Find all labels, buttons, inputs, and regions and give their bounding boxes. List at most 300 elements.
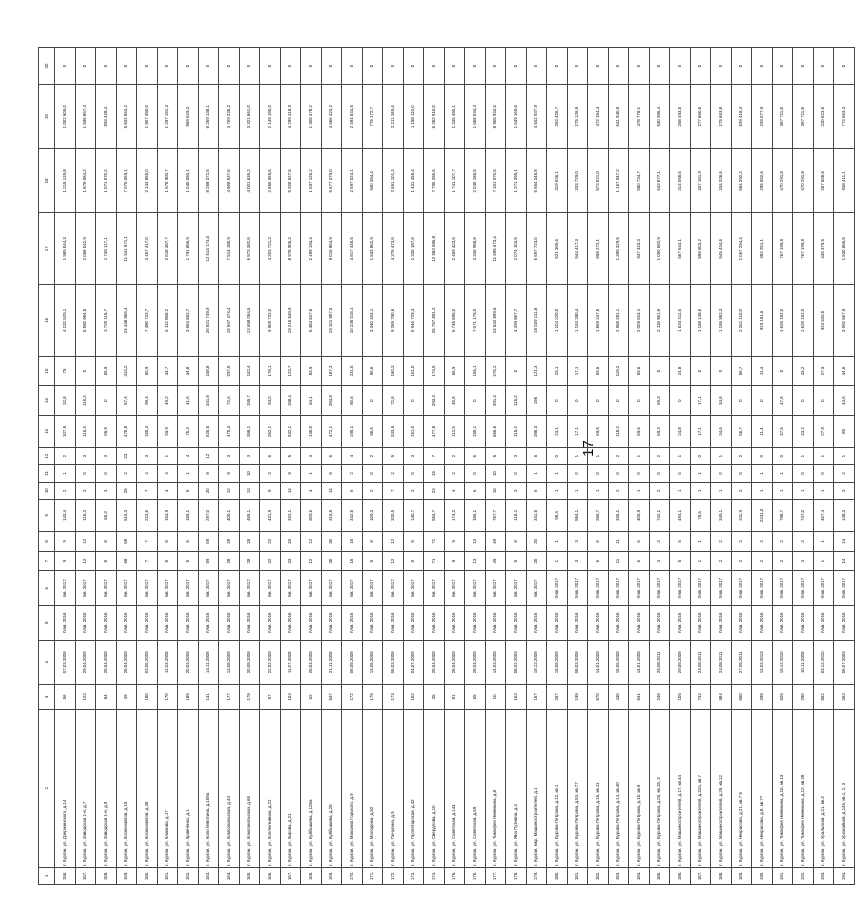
table-cell: 118,2 <box>608 415 629 447</box>
table-cell: 539 418,4 <box>731 85 752 149</box>
table-cell: IVкв. 2016 <box>465 606 486 641</box>
table-cell: 0 <box>75 356 96 386</box>
table-cell: 72,6 <box>219 386 240 416</box>
table-cell: 470,8 <box>116 415 137 447</box>
table-cell: г. Курган, ул. Заводская 1-я, д.9 <box>96 709 117 867</box>
table-cell: 6 <box>526 482 547 499</box>
table-cell: 1 155 952,3 <box>711 285 732 357</box>
table-cell: 641 940,8 <box>608 85 629 149</box>
table-cell: 5 <box>383 448 404 465</box>
table-cell: 5 677 379,0 <box>321 149 342 213</box>
table-cell: 115,2 <box>506 415 527 447</box>
table-cell: 3 336 955,8 <box>465 213 486 285</box>
table-cell: 0 <box>506 356 527 386</box>
table-cell: 2 074 103,6 <box>506 213 527 285</box>
table-cell: 20.03.2008 <box>178 640 199 684</box>
table-cell: 4 376 473,6 <box>383 213 404 285</box>
table-cell: 78,5 <box>690 499 711 531</box>
table-row <box>383 48 404 885</box>
table-cell: 6 352 910,0 <box>424 85 445 149</box>
table-cell: 516,3 <box>116 499 137 531</box>
table-cell: 195 <box>567 685 588 710</box>
table-cell: 8 <box>362 551 383 571</box>
table-cell: 7 480 733,7 <box>137 285 158 357</box>
table-cell: 284,8 <box>321 386 342 416</box>
table-cell: 8 268 372,5 <box>198 149 219 213</box>
table-cell: 1 215 139,8 <box>55 149 76 213</box>
table-row <box>752 48 773 885</box>
table-cell: 175. <box>444 867 465 884</box>
table-cell: 9 015 864,9 <box>321 213 342 285</box>
table-cell: 276,2 <box>485 356 506 386</box>
table-cell: 1 <box>547 482 568 499</box>
table-cell: 1 <box>588 482 609 499</box>
table-cell: 297,8 <box>219 356 240 386</box>
table-cell: 156. <box>55 867 76 884</box>
table-row <box>342 48 363 885</box>
table-cell: IVкв. 2016 <box>649 606 670 641</box>
table-cell: 17,1 <box>567 356 588 386</box>
table-cell: 545 434,6 <box>711 213 732 285</box>
table-cell: 60,9 <box>137 356 158 386</box>
table-cell: 140,7 <box>403 499 424 531</box>
table-cell: 121,3 <box>526 356 547 386</box>
table-cell: 9 289 750,6 <box>383 285 404 357</box>
table-cell: 19.12.2010 <box>772 640 793 684</box>
table-cell: 4 <box>301 482 322 499</box>
table-cell: IVкв. 2016 <box>383 606 404 641</box>
table-cell: IVкв. 2016 <box>137 606 158 641</box>
table-cell: 0 <box>362 465 383 482</box>
table-cell: 28 <box>219 531 240 551</box>
table-cell: 13.08.2008 <box>219 640 240 684</box>
table-cell: 547 <box>321 685 342 710</box>
table-cell: 267 608,8 <box>813 149 834 213</box>
table-cell: 0 <box>506 48 527 85</box>
table-row <box>178 48 199 885</box>
table-cell: Iкв. 2017 <box>178 571 199 606</box>
table-cell: 0 <box>444 48 465 85</box>
table-cell: 176. <box>465 867 486 884</box>
table-cell: Iкв. 2017 <box>260 571 281 606</box>
table-cell: г. Курган, ул. Пичугина, д.9 <box>383 709 404 867</box>
table-cell: 49,2 <box>157 386 178 416</box>
table-cell: 25.04.2008 <box>465 640 486 684</box>
table-cell: 1 <box>690 551 711 571</box>
table-cell: Iкв. 2017 <box>301 571 322 606</box>
table-cell: IVкв. 2017 <box>793 571 814 606</box>
table-cell: 11 <box>608 551 629 571</box>
table-cell: IVкв. 2016 <box>178 606 199 641</box>
table-cell: IVкв. 2017 <box>731 571 752 606</box>
table-cell: 6 946 729,4 <box>403 285 424 357</box>
table-cell: г. Курган, ул. Некрасова, д.21, кв.7 8 <box>731 709 752 867</box>
table-cell: 24 448 806,4 <box>116 285 137 357</box>
table-row <box>649 48 670 885</box>
table-cell: Iкв. 2017 <box>321 571 342 606</box>
table-cell: 1 625 152,0 <box>793 285 814 357</box>
table-cell: 15 <box>485 482 506 499</box>
table-cell: 8 <box>506 531 527 551</box>
table-cell: 275 126,8 <box>567 85 588 149</box>
table-row <box>834 48 855 885</box>
table-cell: 470,4 <box>219 415 240 447</box>
table-cell: 0 <box>813 465 834 482</box>
table-cell: г. Курган, ул. Свердлова, д.10 <box>424 709 445 867</box>
table-cell: 3 992 667,9 <box>834 285 855 357</box>
table-cell: 69,5 <box>588 356 609 386</box>
table-row <box>608 48 629 885</box>
table-cell: 83,9 <box>301 356 322 386</box>
table-cell: IVкв. 2016 <box>793 606 814 641</box>
table-cell: 573 021,0 <box>588 149 609 213</box>
table-cell: 246 <box>649 685 670 710</box>
table-cell: 45,5 <box>444 386 465 416</box>
table-cell: 116,3 <box>75 415 96 447</box>
table-cell: г. Курган, ул. Машиностроителей, д.17, кв.44 <box>670 709 691 867</box>
table-cell: 99,4 <box>137 386 158 416</box>
table-cell: 8 <box>403 531 424 551</box>
table-cell: IVкв. 2016 <box>444 606 465 641</box>
table-cell: 3 <box>567 531 588 551</box>
table-cell: 17,1 <box>690 415 711 447</box>
table-cell: 220 623,8 <box>813 85 834 149</box>
table-row <box>260 48 281 885</box>
header-row <box>39 48 55 885</box>
table-cell: 1 <box>629 448 650 465</box>
table-cell: 2 149 150,0 <box>260 85 281 149</box>
table-cell: 0 <box>157 48 178 85</box>
table-cell: г. Курган, ул. Бурова-Петрова, д.14, кв.40 <box>608 709 629 867</box>
table-cell: 180. <box>547 867 568 884</box>
table-cell: 742,1 <box>649 499 670 531</box>
table-cell: 1 530 866,5 <box>834 213 855 285</box>
table-cell: 349,1 <box>711 499 732 531</box>
table-cell: 405,9 <box>629 499 650 531</box>
table-cell: 30 <box>321 531 342 551</box>
table-cell: 3 <box>96 448 117 465</box>
table-cell: 16 <box>342 531 363 551</box>
table-cell: 342,6 <box>342 499 363 531</box>
table-cell: 1 <box>178 465 199 482</box>
table-cell: 115,2 <box>506 386 527 416</box>
table-cell: 3 <box>301 448 322 465</box>
table-cell: 8 <box>403 551 424 571</box>
table-cell: IVкв. 2016 <box>321 606 342 641</box>
table-cell: IVкв. 2017 <box>752 571 773 606</box>
table-cell: г. Курган, ул. Бурова-Петрова, д.26, кв.18, 3 <box>649 709 670 867</box>
table-cell: 3 <box>260 465 281 482</box>
table-cell: 56,7 <box>731 356 752 386</box>
table-cell: 1 297 151,3 <box>157 85 178 149</box>
table-cell: 11 <box>608 531 629 551</box>
table-cell: 155,1 <box>465 415 486 447</box>
table-cell: 4 001 636,2 <box>239 149 260 213</box>
table-cell: 159. <box>116 867 137 884</box>
table-cell: 2 <box>608 448 629 465</box>
table-cell: 1 <box>772 482 793 499</box>
table-cell: 0 <box>485 48 506 85</box>
table-cell: 470 291,8 <box>793 149 814 213</box>
table-cell: 3 <box>96 482 117 499</box>
table-cell: 65 <box>465 685 486 710</box>
table-cell: 2 <box>772 531 793 551</box>
table-cell: 15.06.2008 <box>608 640 629 684</box>
table-cell: 116,3 <box>75 499 96 531</box>
table-cell: 20 <box>198 482 219 499</box>
table-row <box>137 48 158 885</box>
column-header: 18 <box>39 149 55 213</box>
table-cell: 0 <box>670 48 691 85</box>
table-cell: 3 720 115,7 <box>96 285 117 357</box>
table-cell: 8 <box>362 531 383 551</box>
table-cell: 8 <box>96 531 117 551</box>
table-cell: 893 428,4 <box>96 85 117 149</box>
table-cell: Iкв. 2017 <box>96 571 117 606</box>
table-cell: 136,0 <box>301 415 322 447</box>
table-cell: 157. <box>75 867 96 884</box>
table-body <box>55 48 855 885</box>
table-cell: 69,5 <box>588 415 609 447</box>
table-cell: 9 <box>444 551 465 571</box>
table-cell: 123 <box>75 685 96 710</box>
column-header: 14 <box>39 386 55 416</box>
table-cell: 98,3 <box>547 499 568 531</box>
table-cell: IVкв. 2016 <box>567 606 588 641</box>
table-cell: 315,5 <box>321 499 342 531</box>
table-cell: Iкв. 2017 <box>116 571 137 606</box>
table-cell: 28 <box>239 551 260 571</box>
table-cell: 1 158 138,6 <box>690 285 711 357</box>
table-cell: 314 058,6 <box>670 149 691 213</box>
table-cell: IVкв. 2017 <box>690 571 711 606</box>
table-cell: 2 <box>731 448 752 465</box>
table-cell: Iкв. 2017 <box>444 571 465 606</box>
table-cell: IVкв. 2016 <box>342 606 363 641</box>
table-cell: 2 <box>752 531 773 551</box>
column-header: 12 <box>39 448 55 465</box>
table-cell: 22 <box>260 551 281 571</box>
table-cell: 24,8 <box>670 415 691 447</box>
table-cell: 3 <box>506 448 527 465</box>
table-cell: 54,1 <box>301 386 322 416</box>
table-cell: 12 <box>383 551 404 571</box>
table-cell: IVкв. 2016 <box>55 606 76 641</box>
table-row <box>567 48 588 885</box>
table-cell: 5 832 863,2 <box>116 85 137 149</box>
table-cell: 0 <box>321 48 342 85</box>
table-cell: г. Курган, ул. Куйбышева, д.28 <box>321 709 342 867</box>
table-cell: 14.03.2008 <box>485 640 506 684</box>
table-cell: 72,6 <box>383 386 404 416</box>
table-cell: 65,9 <box>96 415 117 447</box>
table-row <box>485 48 506 885</box>
table-cell: 1 050 682,9 <box>649 213 670 285</box>
table-cell: Iкв. 2017 <box>424 571 445 606</box>
table-row <box>690 48 711 885</box>
table-cell: 06.05.2008 <box>342 640 363 684</box>
table-cell: 2 <box>752 551 773 571</box>
table-cell: 0 <box>752 48 773 85</box>
table-cell: IVкв. 2017 <box>649 571 670 606</box>
table-cell: 0 <box>772 448 793 465</box>
table-row <box>588 48 609 885</box>
column-header: 5 <box>39 606 55 641</box>
table-cell: 2 <box>649 482 670 499</box>
table-cell: 123,7 <box>280 356 301 386</box>
table-cell: 0 <box>567 386 588 416</box>
table-cell: г. Курган, ул. Уральская, д.21, кв.3 <box>813 709 834 867</box>
table-cell: 4 <box>137 465 158 482</box>
table-cell: 27,9 <box>813 356 834 386</box>
table-cell: 660 <box>731 685 752 710</box>
table-cell: IVкв. 2016 <box>629 606 650 641</box>
table-cell: 4 <box>342 448 363 465</box>
table-cell: IVкв. 2016 <box>608 606 629 641</box>
table-cell: 530 386,4 <box>649 85 670 149</box>
table-cell: 643 877,1 <box>649 149 670 213</box>
table-cell: 148,3 <box>834 499 855 531</box>
table-cell: 4 399 867,7 <box>506 285 527 357</box>
table-cell: 19.12.2008 <box>526 640 547 684</box>
table-cell: IVкв. 2016 <box>731 606 752 641</box>
table-cell: 336,1 <box>608 499 629 531</box>
table-cell: Iкв. 2017 <box>75 571 96 606</box>
table-cell: 231,5 <box>342 356 363 386</box>
table-cell: 2 494 544,5 <box>342 85 363 149</box>
table-cell: 20 <box>526 531 547 551</box>
table-cell: 186,1 <box>465 499 486 531</box>
table-cell: 178. <box>506 867 527 884</box>
table-cell: 41,6 <box>178 386 199 416</box>
table-cell: 65,3 <box>96 499 117 531</box>
table-cell: 13 <box>465 551 486 571</box>
table-cell: 14 <box>280 482 301 499</box>
table-cell: 66,9 <box>444 356 465 386</box>
table-cell: 6 <box>260 448 281 465</box>
table-cell: 60,6 <box>342 386 363 416</box>
table-cell: 470 291,8 <box>772 149 793 213</box>
table-cell: 341,6 <box>526 499 547 531</box>
table-cell: 0 <box>219 48 240 85</box>
table-cell: 11.07.2008 <box>280 640 301 684</box>
table-cell: 1 <box>772 465 793 482</box>
table-row <box>219 48 240 885</box>
table-cell: 107,8 <box>55 415 76 447</box>
table-cell: 0 <box>547 48 568 85</box>
table-cell: 57 <box>260 685 281 710</box>
data-table <box>38 47 855 885</box>
table-cell: 26 757 891,3 <box>424 285 445 357</box>
table-cell: 290 <box>793 685 814 710</box>
table-cell: г. Курган, ул. Советская, д.69 <box>465 709 486 867</box>
table-cell: 23,1 <box>547 356 568 386</box>
table-cell: 0 <box>629 386 650 416</box>
table-cell: 387 711,8 <box>793 85 814 149</box>
table-row <box>157 48 178 885</box>
table-cell: 3 <box>649 531 670 551</box>
table-cell: 393,3 <box>424 386 445 416</box>
table-cell: 14.01.2008 <box>629 640 650 684</box>
table-cell: 0 <box>649 356 670 386</box>
table-cell: 4 299 418,9 <box>280 85 301 149</box>
table-cell: 1 533 852,9 <box>362 213 383 285</box>
table-cell: IVкв. 2017 <box>813 571 834 606</box>
table-cell: 47,5 <box>772 386 793 416</box>
table-cell: 12 <box>75 551 96 571</box>
table-cell: 155,1 <box>465 356 486 386</box>
table-row <box>629 48 650 885</box>
table-cell: 320,5 <box>383 499 404 531</box>
table-cell: 0 <box>198 48 219 85</box>
column-header: 15 <box>39 356 55 386</box>
table-cell: 263 426,7 <box>547 85 568 149</box>
table-cell: 13.03.2019 <box>752 640 773 684</box>
table-cell: 1 <box>711 482 732 499</box>
table-cell: 7 101 970,5 <box>485 149 506 213</box>
table-cell: 6 112 868,2 <box>157 285 178 357</box>
table-cell: г. Курган, ул. Бурова-Петрова, д.53, кв.77 <box>567 709 588 867</box>
table-cell: Iкв. 2017 <box>526 571 547 606</box>
table-cell: 1 <box>813 482 834 499</box>
table-cell: г. Курган, ул. Советская, д.144 <box>444 709 465 867</box>
table-cell: 263 <box>834 685 855 710</box>
table-cell: 2 211 189,4 <box>383 85 404 149</box>
table-cell: 96,6 <box>362 356 383 386</box>
table-cell: 0 <box>96 465 117 482</box>
table-row <box>55 48 76 885</box>
table-cell: 49 <box>485 531 506 551</box>
table-cell: 118,2 <box>608 356 629 386</box>
table-cell: 167 <box>526 685 547 710</box>
table-cell: 1 748 117,1 <box>96 213 117 285</box>
table-cell: 27,9 <box>813 415 834 447</box>
table-row <box>711 48 732 885</box>
table-cell: 467,4 <box>813 499 834 531</box>
table-cell: 14 <box>834 531 855 551</box>
table-cell: 620,6 <box>198 415 219 447</box>
table-cell: 12 <box>75 531 96 551</box>
table-cell: IVкв. 2016 <box>690 606 711 641</box>
table-cell: 239 077,9 <box>752 85 773 149</box>
table-cell: 59,6 <box>629 415 650 447</box>
table-cell: 0 <box>711 465 732 482</box>
table-cell: 9 <box>260 482 281 499</box>
table-cell: IVкв. 2016 <box>116 606 137 641</box>
table-cell: 105 <box>670 685 691 710</box>
table-cell: 11 695 673,4 <box>485 213 506 285</box>
table-cell: 89 <box>834 415 855 447</box>
table-cell: 482 251,1 <box>752 213 773 285</box>
table-cell: г. Курган, ул. Коли Мяготина, д.159а <box>198 709 219 867</box>
table-cell: IVкв. 2017 <box>547 571 568 606</box>
table-cell: 9 <box>55 531 76 551</box>
table-cell: 158. <box>96 867 117 884</box>
table-cell: 0 <box>690 356 711 386</box>
table-cell: 333 729,0 <box>567 149 588 213</box>
table-cell: 17,1 <box>567 415 588 447</box>
table-cell: 1 <box>670 482 691 499</box>
table-cell: 1 <box>567 448 588 465</box>
table-cell: 3 <box>834 482 855 499</box>
table-cell: 521 365,6 <box>547 213 568 285</box>
table-cell: 12 <box>301 531 322 551</box>
table-cell: 440 <box>608 685 629 710</box>
table-cell: 1 <box>157 448 178 465</box>
table-cell: 544 417,3 <box>567 213 588 285</box>
table-cell: 841 <box>629 685 650 710</box>
table-cell: 1 697 126,2 <box>301 149 322 213</box>
